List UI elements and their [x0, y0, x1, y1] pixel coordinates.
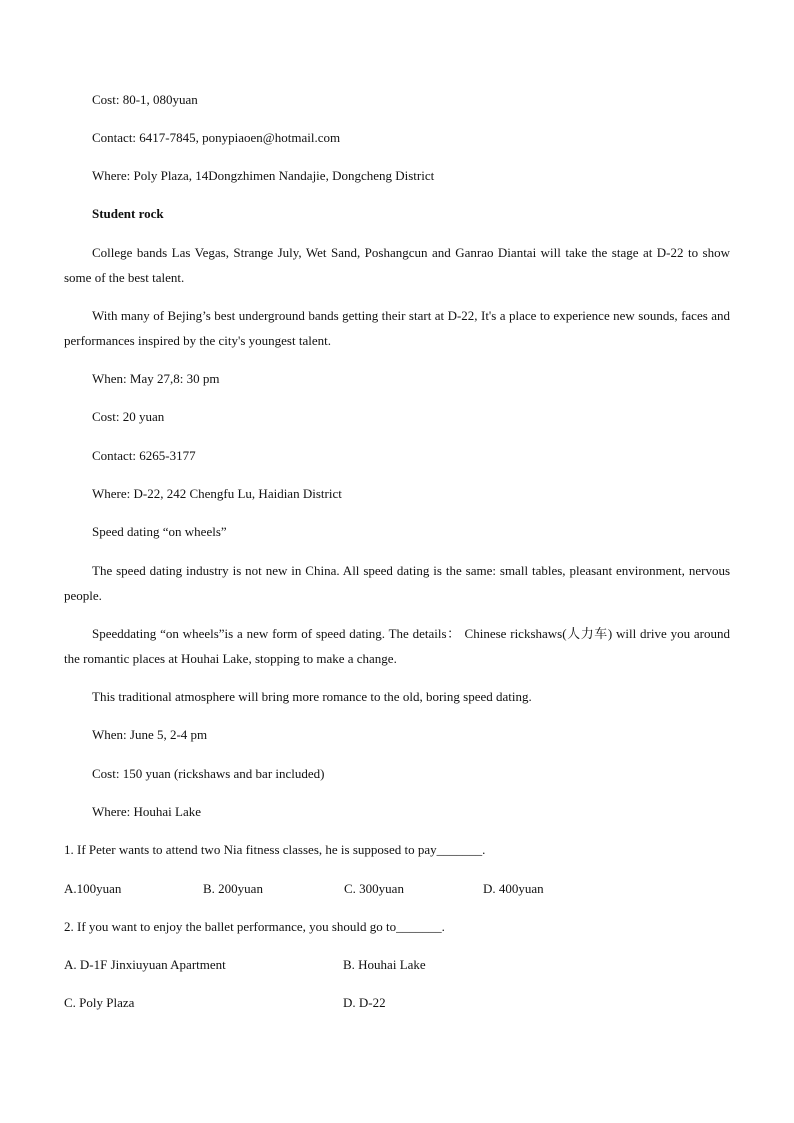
- question-2-stem: 2. If you want to enjoy the ballet performance, you should go to_______.: [64, 919, 445, 934]
- question-2-option-a[interactable]: A. D-1F Jinxiuyuan Apartment: [64, 957, 226, 972]
- speed-dating-where: Where: Houhai Lake: [92, 804, 202, 819]
- nia-contact: Contact: 6417-7845, ponypiaoen@hotmail.com: [92, 130, 341, 145]
- speed-dating-heading: Speed dating “on wheels”: [92, 524, 227, 539]
- question-1-stem: 1. If Peter wants to attend two Nia fitness classes, he is supposed to pay_______.: [64, 842, 486, 857]
- question-1-option-c[interactable]: C. 300yuan: [344, 881, 404, 896]
- question-2-option-b[interactable]: B. Houhai Lake: [343, 957, 426, 972]
- question-2-option-d[interactable]: D. D-22: [343, 995, 386, 1010]
- student-rock-paragraph-2: With many of Bejing’s best underground bands getting their start at D-22, It's a place to experience new sounds, faces and performances inspired by the city's youngest talent.: [64, 308, 730, 348]
- nia-where: Where: Poly Plaza, 14Dongzhimen Nandajie, Dongcheng District: [92, 168, 435, 183]
- question-1-option-a[interactable]: A.100yuan: [64, 881, 122, 896]
- student-rock-cost: Cost: 20 yuan: [92, 409, 165, 424]
- student-rock-where: Where: D-22, 242 Chengfu Lu, Haidian District: [92, 486, 342, 501]
- speed-dating-paragraph-2: Speeddating “on wheels”is a new form of speed dating. The details： Chinese rickshaws(人力车) will drive you around the romantic places at Houhai Lake, stopping to make a change.: [64, 626, 730, 666]
- speed-dating-when: When: June 5, 2-4 pm: [92, 727, 208, 742]
- speed-dating-paragraph-1: The speed dating industry is not new in China. All speed dating is the same: small tables, pleasant environment, nervous people.: [64, 563, 730, 603]
- student-rock-when: When: May 27,8: 30 pm: [92, 371, 220, 386]
- speed-dating-cost: Cost: 150 yuan (rickshaws and bar included): [92, 766, 325, 781]
- question-2-option-c[interactable]: C. Poly Plaza: [64, 995, 135, 1010]
- question-1-option-d[interactable]: D. 400yuan: [483, 881, 544, 896]
- nia-cost: Cost: 80-1, 080yuan: [92, 92, 198, 107]
- student-rock-paragraph-1: College bands Las Vegas, Strange July, Wet Sand, Poshangcun and Ganrao Diantai will take the stage at D-22 to show some of the best talent.: [64, 245, 730, 285]
- question-1-option-b[interactable]: B. 200yuan: [203, 881, 263, 896]
- student-rock-heading: Student rock: [92, 206, 164, 221]
- speed-dating-paragraph-3: This traditional atmosphere will bring more romance to the old, boring speed dating.: [92, 689, 532, 704]
- student-rock-contact: Contact: 6265-3177: [92, 448, 196, 463]
